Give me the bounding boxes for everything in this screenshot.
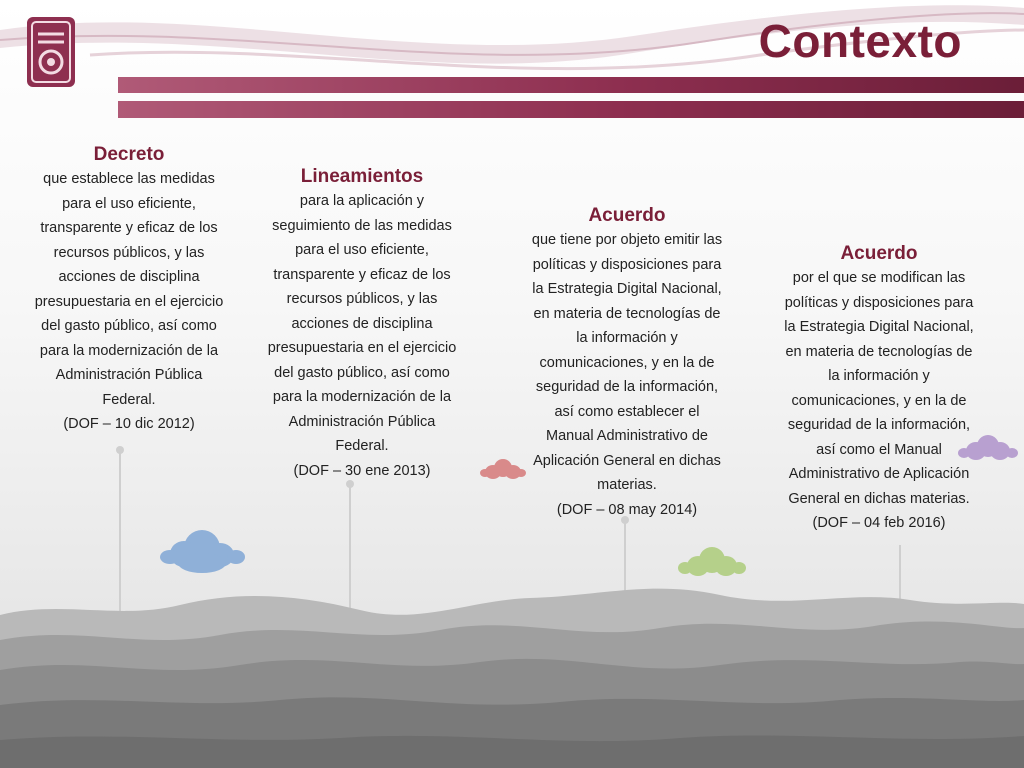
- text-line: en materia de tecnologías de: [785, 343, 973, 360]
- text-line: la Estrategia Digital Nacional,: [784, 319, 974, 335]
- column-lineamientos: [252, 165, 472, 483]
- text-line: Administración Pública: [55, 367, 203, 383]
- text-line: para el uso eficiente,: [295, 242, 429, 258]
- column-heading: Decreto: [93, 144, 165, 165]
- text-line: presupuestaria en el ejercicio: [34, 293, 224, 310]
- text-line: seguridad de la información,: [535, 379, 719, 395]
- column-acuerdo-2014: [516, 204, 738, 522]
- text-line: seguimiento de las medidas: [272, 217, 452, 234]
- text-line: recursos públicos, y las: [53, 244, 205, 261]
- text-line: Federal.: [335, 438, 389, 454]
- text-line: del gasto público, así como: [41, 318, 217, 334]
- text-line: para la modernización de la: [272, 389, 452, 405]
- text-line: la Estrategia Digital Nacional,: [532, 281, 722, 297]
- text-line: así como establecer el: [554, 403, 700, 420]
- text-line: del gasto público, así como: [274, 364, 450, 381]
- text-line: transparente y eficaz de los: [273, 266, 451, 283]
- ipn-logo-icon: [24, 14, 78, 90]
- text-line: que establece las medidas: [43, 171, 215, 187]
- text-line: recursos públicos, y las: [286, 291, 438, 307]
- dof-date: (DOF – 04 feb 2016): [812, 515, 946, 531]
- dof-date: (DOF – 08 may 2014): [556, 501, 698, 518]
- text-line: para la modernización de la: [39, 342, 219, 359]
- text-line: por el que se modifican las: [792, 270, 966, 286]
- text-line: políticas y disposiciones para: [784, 294, 974, 311]
- text-line: políticas y disposiciones para: [532, 256, 722, 273]
- column-body: [516, 228, 738, 522]
- column-heading: Acuerdo: [840, 243, 918, 264]
- text-line: transparente y eficaz de los: [40, 220, 218, 236]
- text-line: que tiene por objeto emitir las: [531, 232, 723, 248]
- column-heading: Acuerdo: [588, 205, 666, 226]
- column-body: [20, 167, 238, 437]
- column-decreto: [20, 143, 238, 437]
- text-line: acciones de disciplina: [291, 315, 433, 332]
- column-body: [252, 189, 472, 483]
- text-line: presupuestaria en el ejercicio: [267, 340, 457, 356]
- text-line: seguridad de la información,: [787, 417, 971, 433]
- text-line: Administración Pública: [288, 413, 436, 430]
- dof-date: (DOF – 10 dic 2012): [63, 416, 195, 432]
- blue-cloud-icon: [158, 528, 246, 574]
- text-line: General en dichas materias.: [788, 490, 970, 507]
- mountain-landscape: [0, 570, 1024, 768]
- text-line: Federal.: [102, 391, 156, 408]
- text-line: así como el Manual: [816, 441, 942, 458]
- column-acuerdo-2016: [768, 242, 990, 536]
- text-line: la información y: [576, 330, 678, 346]
- column-body: [768, 266, 990, 536]
- text-line: Manual Administrativo de: [546, 428, 708, 444]
- text-line: materias.: [597, 477, 657, 493]
- header-bar-top: [118, 77, 1024, 93]
- text-line: comunicaciones, y en la de: [791, 392, 967, 409]
- text-line: acciones de disciplina: [58, 269, 200, 285]
- text-line: la información y: [828, 368, 930, 384]
- slide-title: Contexto: [758, 15, 962, 67]
- column-heading: Lineamientos: [300, 166, 424, 187]
- header-bar-bottom: [118, 101, 1024, 118]
- text-line: Aplicación General en dichas: [533, 452, 721, 469]
- text-line: en materia de tecnologías de: [533, 305, 721, 322]
- text-line: para el uso eficiente,: [62, 195, 196, 212]
- dof-date: (DOF – 30 ene 2013): [293, 462, 431, 479]
- text-line: Administrativo de Aplicación: [788, 466, 970, 482]
- text-line: comunicaciones, y en la de: [539, 354, 715, 371]
- text-line: para la aplicación y: [299, 193, 425, 209]
